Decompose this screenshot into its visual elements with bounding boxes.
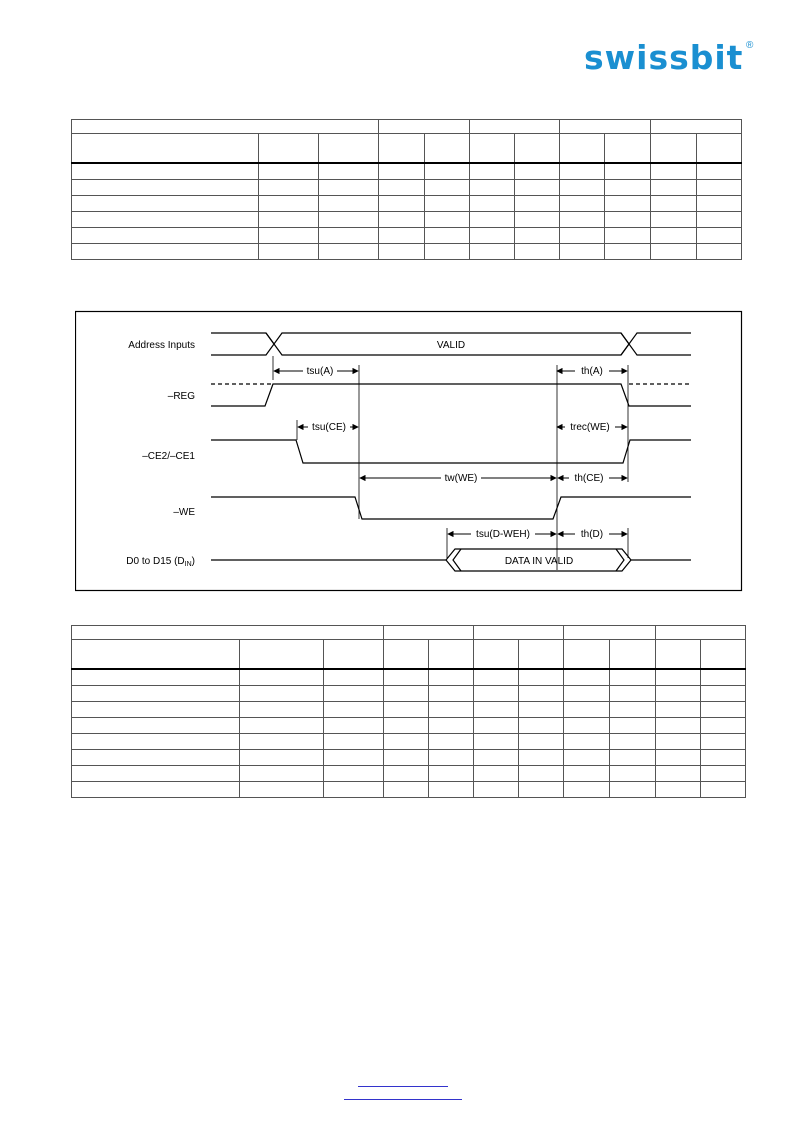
table-row bbox=[72, 734, 746, 750]
label-tsu-ce: tsu(CE) bbox=[312, 422, 346, 433]
data-valid-label: DATA IN VALID bbox=[504, 556, 574, 567]
reg-line bbox=[211, 384, 691, 406]
label-th-ce: th(CE) bbox=[574, 473, 604, 484]
table-row bbox=[72, 750, 746, 766]
address-valid-label: VALID bbox=[436, 340, 466, 351]
table-row bbox=[72, 163, 742, 180]
label-tsu-d-weh: tsu(D-WEH) bbox=[476, 529, 530, 540]
signal-label-data: D0 to D15 $(D_{IN})$ bbox=[126, 556, 195, 568]
signal-label-we: –WE bbox=[173, 507, 195, 518]
table-header-row bbox=[72, 626, 746, 640]
table-row bbox=[72, 196, 742, 212]
table-row bbox=[72, 766, 746, 782]
label-tsu-a: tsu(A) bbox=[306, 366, 334, 377]
timing-table-bottom bbox=[71, 625, 746, 798]
label-th-a: th(A) bbox=[581, 366, 603, 377]
signal-label-address: Address Inputs bbox=[128, 340, 195, 351]
address-bus-before bbox=[211, 333, 274, 355]
footer-link-underline-2[interactable] bbox=[344, 1099, 462, 1100]
swissbit-logo bbox=[584, 38, 760, 78]
table-header-row bbox=[72, 120, 742, 134]
registered-mark: ® bbox=[746, 40, 754, 51]
table-row bbox=[72, 180, 742, 196]
write-timing-diagram bbox=[75, 310, 743, 592]
we-line bbox=[211, 497, 691, 519]
ce-line bbox=[211, 440, 691, 463]
address-bus-after bbox=[621, 333, 691, 355]
signal-label-ce: –CE2/–CE1 bbox=[142, 451, 195, 462]
label-tw-we: tw(WE) bbox=[444, 473, 478, 484]
label-trec-we: trec(WE) bbox=[570, 422, 610, 433]
table-row bbox=[72, 228, 742, 244]
table-row bbox=[72, 702, 746, 718]
table-subheader-row bbox=[72, 640, 746, 670]
label-th-d: th(D) bbox=[580, 529, 604, 540]
logo-wordmark: swissbit bbox=[584, 38, 744, 77]
table-row bbox=[72, 669, 746, 686]
table-row bbox=[72, 212, 742, 228]
footer-link-underline-1[interactable] bbox=[358, 1086, 448, 1087]
table-row bbox=[72, 782, 746, 798]
table-row bbox=[72, 718, 746, 734]
table-row bbox=[72, 686, 746, 702]
timing-table-top bbox=[71, 119, 742, 260]
table-subheader-row bbox=[72, 134, 742, 164]
signal-label-reg: –REG bbox=[167, 391, 195, 402]
table-row bbox=[72, 244, 742, 260]
